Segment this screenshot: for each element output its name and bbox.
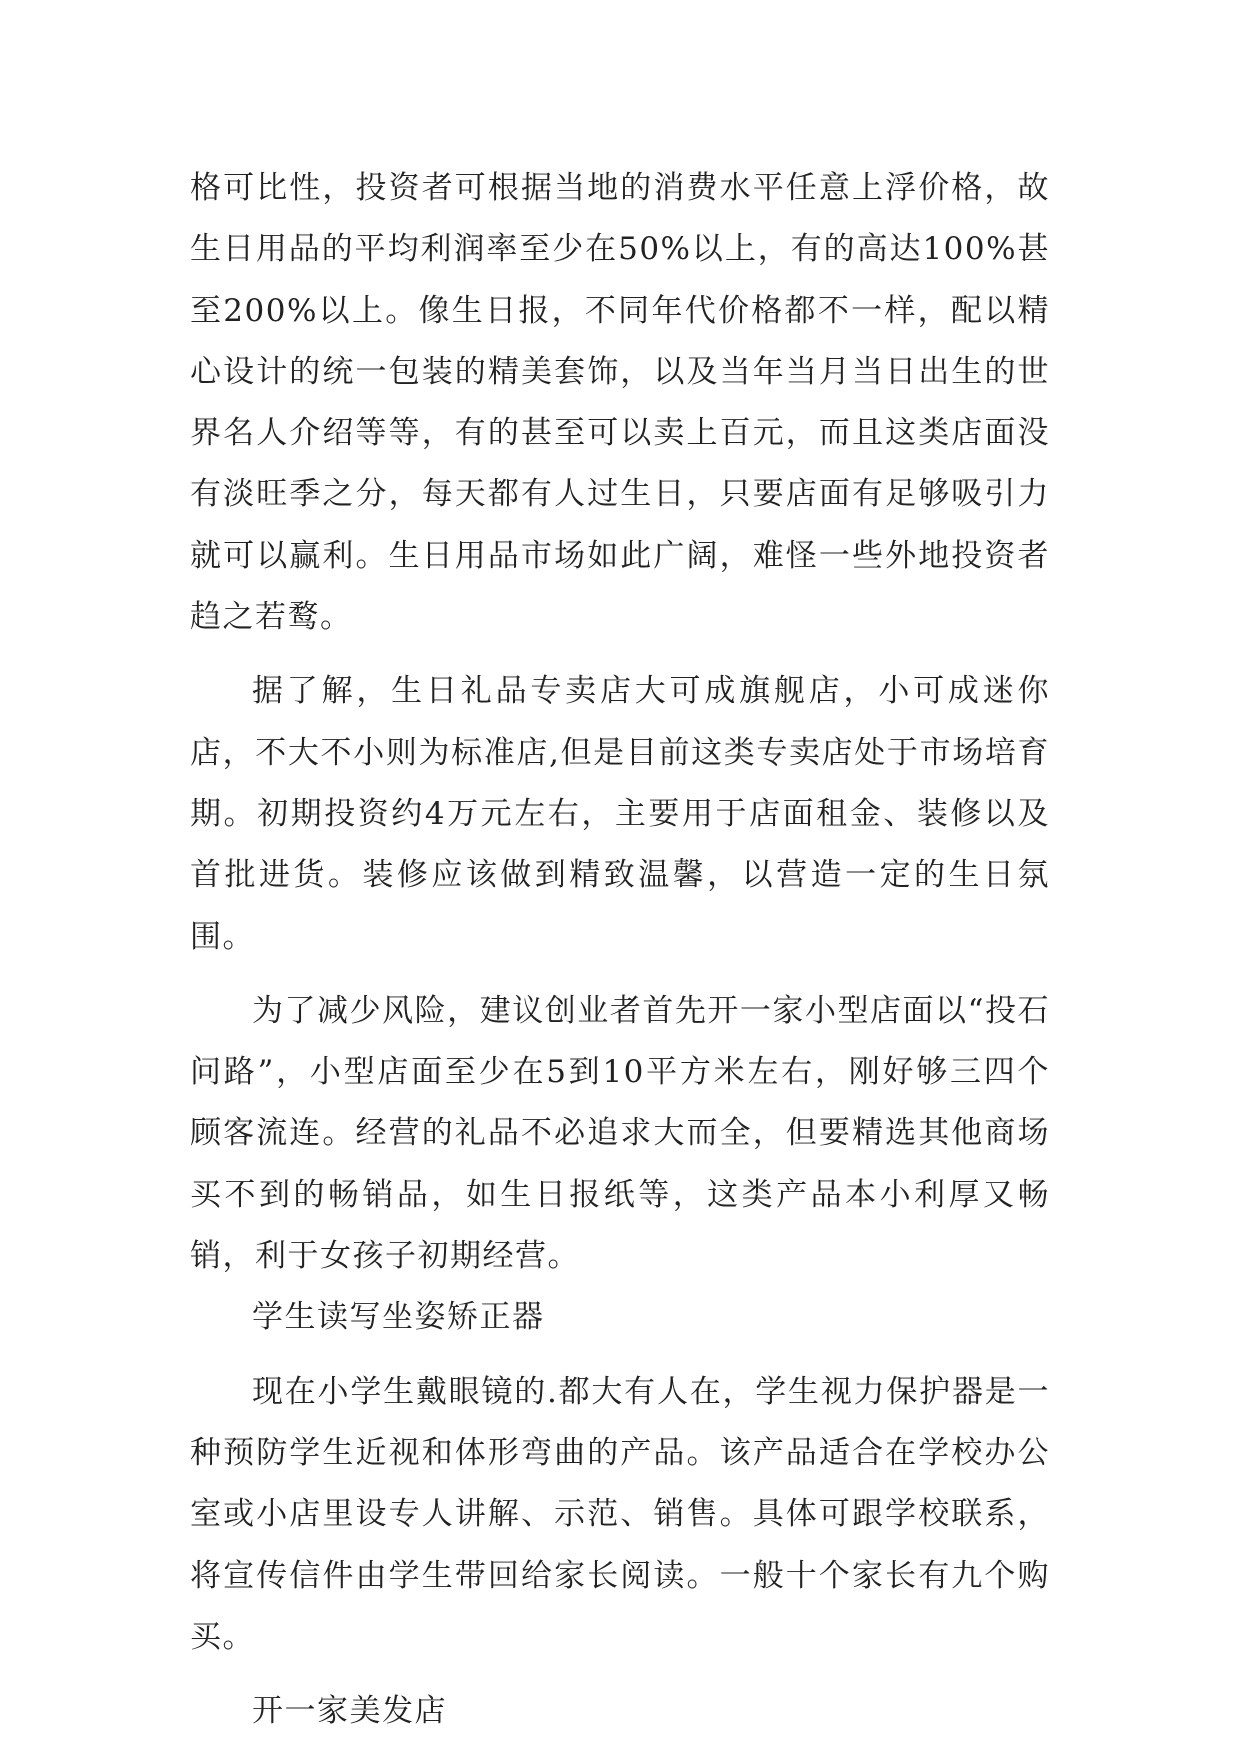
paragraph-posture-corrector: 现在小学生戴眼镜的.都大有人在，学生视力保护器是一种预防学生近视和体形弯曲的产品。该产品适合在学校办公室或小店里设专人讲解、示范、销售。具体可跟学校联系，将宣传信件由学生带回给家长阅读。一般十个家长有九个购买。 — [190, 1373, 1050, 1655]
document-body — [190, 158, 1050, 1742]
paragraph-store-types: 据了解，生日礼品专卖店大可成旗舰店，小可成迷你店，不大不小则为标准店,但是目前这类专卖店处于市场培育期。初期投资约4万元左右，主要用于店面租金、装修以及首批进货。装修应该做到精致温馨，以营造一定的生日氛围。 — [190, 673, 1050, 955]
section-heading-hair-salon: 开一家美发店 — [252, 1693, 447, 1730]
paragraph-gap — [190, 1668, 1050, 1681]
section-heading-posture-corrector: 学生读写坐姿矫正器 — [252, 1299, 545, 1336]
paragraph-gap — [190, 1349, 1050, 1362]
paragraph-gap — [190, 968, 1050, 981]
paragraph-risk-advice: 为了减少风险，建议创业者首先开一家小型店面以“投石问路”，小型店面至少在5到10平方米左右，刚好够三四个顾客流连。经营的礼品不必追求大而全，但要精选其他商场买不到的畅销品，如生日报纸等，这类产品本小利厚又畅销，利于女孩子初期经营。 — [190, 992, 1050, 1275]
paragraph-profit-continued: 格可比性，投资者可根据当地的消费水平任意上浮价格，故生日用品的平均利润率至少在50%以上，有的高达100%甚至200%以上。像生日报，不同年代价格都不一样，配以精心设计的统一包装的精美套饰，以及当年当月当日出生的世界名人介绍等等，有的甚至可以卖上百元，而且这类店面没有淡旺季之分，每天都有人过生日，只要店面有足够吸引力就可以赢利。生日用品市场如此广阔，难怪一些外地投资者趋之若鹜。 — [190, 170, 1050, 636]
paragraph-gap — [190, 648, 1050, 661]
